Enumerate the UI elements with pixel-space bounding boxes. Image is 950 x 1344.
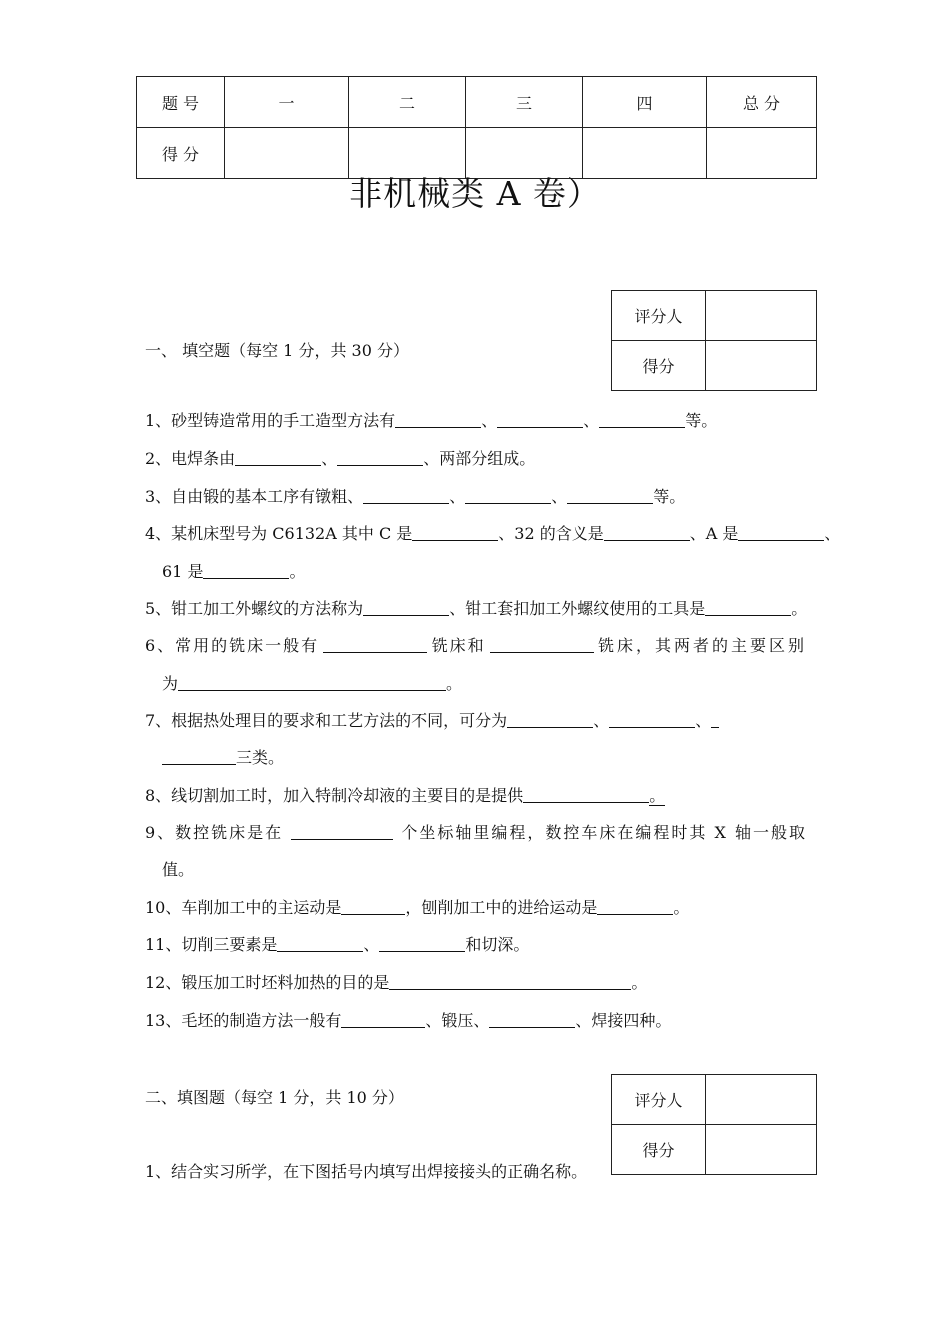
- question-text: 为: [162, 674, 179, 693]
- answer-blank[interactable]: [597, 898, 673, 915]
- grader-cell[interactable]: [706, 1075, 817, 1125]
- question-text: 值。: [162, 860, 195, 879]
- answer-blank[interactable]: [523, 786, 649, 803]
- answer-blank[interactable]: [507, 711, 593, 728]
- question-4: [145, 524, 840, 544]
- question-text: 、: [695, 711, 712, 730]
- grader-label: 评分人: [612, 291, 706, 341]
- question-7: [145, 711, 719, 731]
- question-text: 、: [449, 487, 466, 506]
- question-text: 、钳工套扣加工外螺纹使用的工具是: [449, 599, 706, 618]
- page-title: 非机械类 A 卷）: [349, 174, 601, 213]
- question-text: 61 是: [162, 562, 204, 581]
- answer-blank[interactable]: [609, 711, 695, 728]
- question-10: [145, 898, 689, 918]
- question-text: 4、某机床型号为 C6132A 其中 C 是: [145, 524, 413, 543]
- question-6: [145, 636, 807, 656]
- question-3: [145, 487, 685, 507]
- question-text: 、两部分组成。: [423, 449, 536, 468]
- grader-label: 评分人: [612, 1075, 706, 1125]
- answer-blank[interactable]: [337, 449, 423, 466]
- question-5: [145, 599, 807, 619]
- question-9-cont: [162, 860, 194, 880]
- question-text: 5、钳工加工外螺纹的方法称为: [145, 599, 364, 618]
- answer-blank[interactable]: [162, 748, 236, 765]
- question-text: 3、自由锻的基本工序有镦粗、: [145, 487, 364, 506]
- question-text: 、: [551, 487, 568, 506]
- answer-blank[interactable]: [291, 823, 393, 840]
- question-text: 个坐标轴里编程，数控车床在编程时其 X 轴一般取: [401, 823, 807, 842]
- question-text: 、: [481, 411, 498, 430]
- question-text: 。: [631, 973, 648, 992]
- answer-blank[interactable]: [489, 1011, 575, 1028]
- answer-blank[interactable]: [395, 411, 481, 428]
- question-7-cont: [162, 748, 284, 768]
- answer-blank[interactable]: [379, 935, 465, 952]
- grader-box: [611, 1074, 817, 1175]
- question-text: 和切深。: [465, 935, 530, 954]
- question-text: 。: [446, 674, 463, 693]
- question-text: 、: [363, 935, 380, 954]
- question-text: 、: [593, 711, 610, 730]
- question-11: [145, 935, 529, 955]
- score-label: 得分: [612, 341, 706, 391]
- question-text: 。: [289, 562, 306, 581]
- answer-blank[interactable]: [235, 449, 321, 466]
- question-4-cont: [162, 562, 305, 582]
- question-1: [145, 411, 717, 431]
- question-text: 11、切削三要素是: [145, 935, 278, 954]
- question-9: [145, 823, 807, 843]
- question-text: 。: [673, 898, 690, 917]
- score-header-cell: 题 号: [137, 77, 225, 128]
- question-2: [145, 449, 535, 469]
- answer-blank[interactable]: [341, 898, 405, 915]
- grader-box: [611, 290, 817, 391]
- answer-blank[interactable]: [363, 487, 449, 504]
- answer-blank[interactable]: [178, 674, 446, 691]
- question-text: 。: [649, 786, 666, 805]
- answer-blank[interactable]: [277, 935, 363, 952]
- score-label: 得分: [612, 1125, 706, 1175]
- question-text: 13、毛坯的制造方法一般有: [145, 1011, 342, 1030]
- score-header-cell: 四: [583, 77, 707, 128]
- answer-blank[interactable]: [738, 524, 824, 541]
- answer-blank[interactable]: [323, 636, 427, 653]
- question-text: 等。: [685, 411, 718, 430]
- answer-blank[interactable]: [705, 599, 791, 616]
- score-header-row: [137, 77, 817, 128]
- question-text: 1、结合实习所学，在下图括号内填写出焊接接头的正确名称。: [145, 1162, 588, 1181]
- answer-blank[interactable]: [604, 524, 690, 541]
- answer-blank[interactable]: [497, 411, 583, 428]
- answer-blank[interactable]: [203, 562, 289, 579]
- score-header-cell: 总 分: [707, 77, 817, 128]
- answer-blank[interactable]: [389, 973, 631, 990]
- question-text: 、: [824, 524, 841, 543]
- question-text: 、32 的含义是: [498, 524, 604, 543]
- question-text: 9、数控铣床是在: [145, 823, 284, 842]
- score-header-cell: 三: [466, 77, 583, 128]
- score-header-cell: 二: [349, 77, 466, 128]
- answer-blank[interactable]: [711, 711, 719, 728]
- answer-blank[interactable]: [341, 1011, 425, 1028]
- question-text: 、焊接四种。: [575, 1011, 672, 1030]
- section-heading: 一、 填空题（每空 1 分，共 30 分）: [145, 341, 409, 360]
- section-heading: 二、填图题（每空 1 分，共 10 分）: [145, 1088, 404, 1107]
- question-text: 8、线切割加工时，加入特制冷却液的主要目的是提供: [145, 786, 524, 805]
- question-text: 10、车削加工中的主运动是: [145, 898, 342, 917]
- question-text: 2、电焊条由: [145, 449, 236, 468]
- score-table: [136, 76, 817, 179]
- answer-blank[interactable]: [490, 636, 594, 653]
- question-8: [145, 786, 665, 806]
- question-text: 、: [583, 411, 600, 430]
- answer-blank[interactable]: [599, 411, 685, 428]
- answer-blank[interactable]: [465, 487, 551, 504]
- question-text: 、锻压、: [425, 1011, 490, 1030]
- answer-blank[interactable]: [363, 599, 449, 616]
- score-cell[interactable]: [706, 1125, 817, 1175]
- score-header-cell: 一: [225, 77, 349, 128]
- question-12: [145, 973, 647, 993]
- question-text: 1、砂型铸造常用的手工造型方法有: [145, 411, 396, 430]
- question-text: ，刨削加工中的进给运动是: [405, 898, 598, 917]
- score-row-label: 得 分: [137, 128, 225, 179]
- answer-blank[interactable]: [567, 487, 653, 504]
- question-text: 7、根据热处理目的要求和工艺方法的不同，可分为: [145, 711, 508, 730]
- answer-blank[interactable]: [412, 524, 498, 541]
- question-text: 。: [791, 599, 808, 618]
- score-cell[interactable]: [706, 341, 817, 391]
- question-text: 、A 是: [689, 524, 739, 543]
- question-text: 12、锻压加工时坯料加热的目的是: [145, 973, 390, 992]
- question-text: 铣床，其两者的主要区别: [597, 636, 807, 655]
- question-13: [145, 1011, 671, 1031]
- grader-cell[interactable]: [706, 291, 817, 341]
- question-text: 三类。: [236, 748, 285, 767]
- question-text: 铣床和: [431, 636, 486, 655]
- question-6-cont: [162, 674, 462, 694]
- question-text: 6、常用的铣床一般有: [145, 636, 320, 655]
- question-text: 等。: [653, 487, 686, 506]
- question-text: 、: [321, 449, 338, 468]
